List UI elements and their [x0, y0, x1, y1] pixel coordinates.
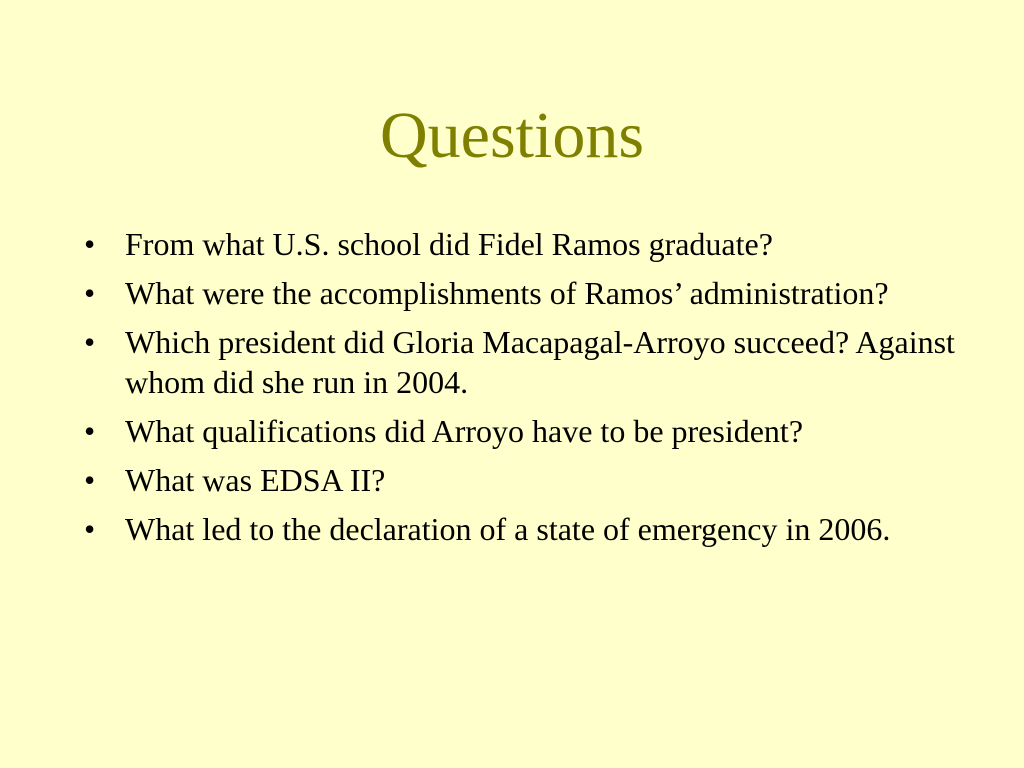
bullet-dot-icon: •: [84, 462, 96, 498]
bullet-item: [84, 411, 964, 451]
bullet-dot-icon: •: [84, 511, 96, 547]
bullet-dot-icon: •: [84, 413, 96, 449]
bullet-text: What was EDSA II?: [125, 462, 386, 498]
bullet-item: [84, 322, 964, 402]
slide-title: Questions: [380, 99, 644, 172]
bullet-text: What were the accomplishments of Ramos’ administration?: [125, 275, 889, 311]
bullet-item: [84, 273, 964, 313]
bullet-item: [84, 509, 964, 549]
bullet-text: What qualifications did Arroyo have to be president?: [125, 413, 804, 449]
bullet-dot-icon: •: [84, 275, 96, 311]
bullet-text: Which president did Gloria Macapagal-Arroyo succeed? Against whom did she run in 2004.: [125, 324, 955, 400]
bullet-list: [84, 224, 964, 558]
bullet-text: From what U.S. school did Fidel Ramos graduate?: [125, 226, 773, 262]
bullet-item: [84, 460, 964, 500]
bullet-dot-icon: •: [84, 324, 96, 360]
bullet-dot-icon: •: [84, 226, 96, 262]
bullet-text: What led to the declaration of a state of emergency in 2006.: [125, 511, 891, 547]
bullet-item: [84, 224, 964, 264]
